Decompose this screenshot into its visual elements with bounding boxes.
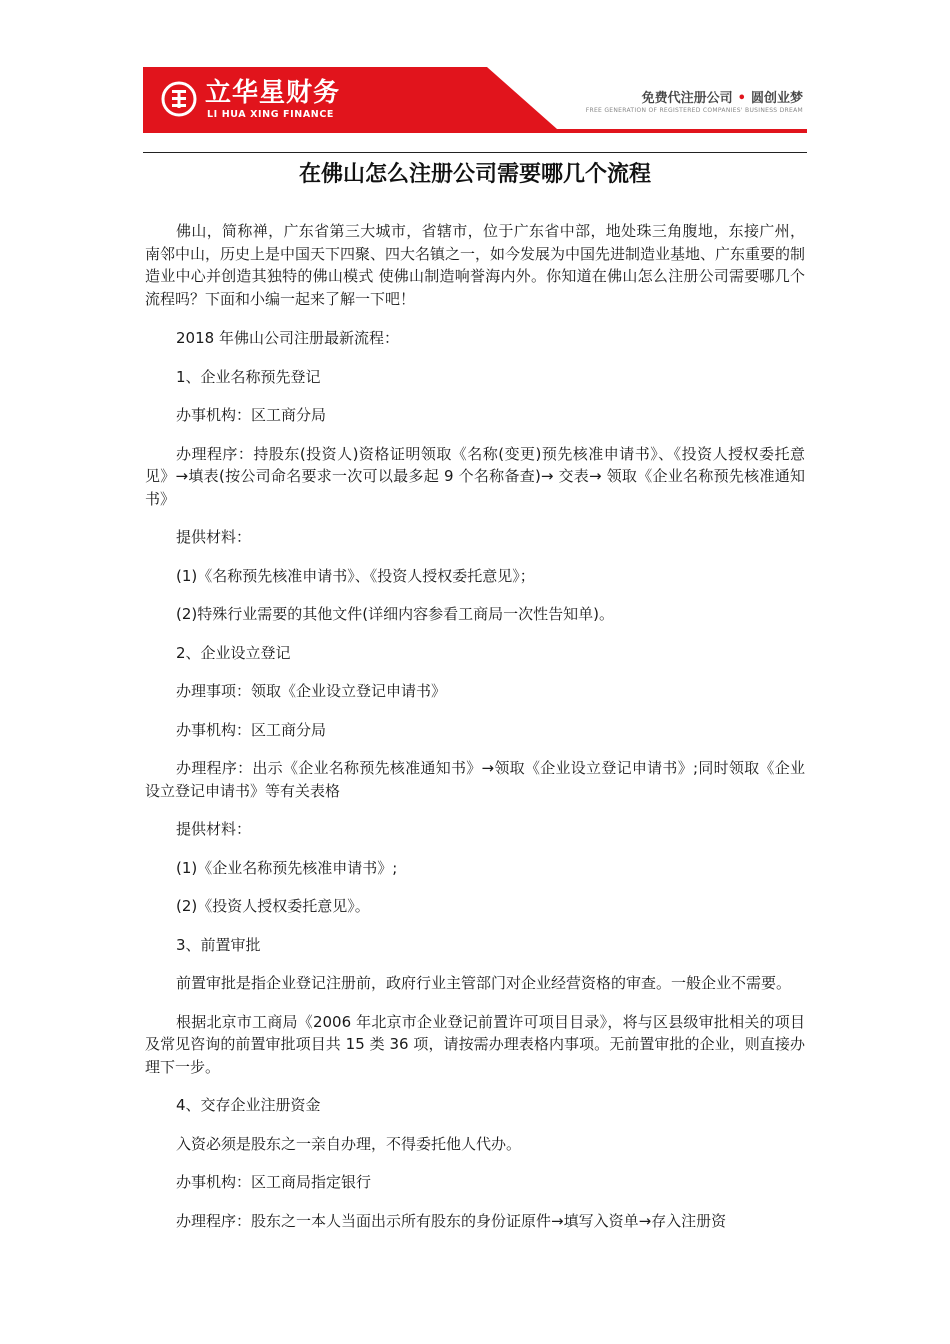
brand-name-en: LI HUA XING FINANCE [207,109,334,120]
body-paragraph: 前置审批是指企业登记注册前，政府行业主管部门对企业经营资格的审查。一般企业不需要。 [176,974,792,992]
body-paragraph: 3、前置审批 [176,935,261,954]
body-paragraph: 2018 年佛山公司注册最新流程： [176,329,399,347]
company-logo-icon [161,81,197,117]
body-paragraph: (2)特殊行业需要的其他文件(详细内容参看工商局一次性告知单)。 [176,605,614,623]
body-paragraph: 办理事项：领取《企业设立登记申请书》 [176,682,447,700]
body-paragraph: 佛山，简称禅，广东省第三大城市，省辖市，位于广东省中部，地处珠三角腹地，东接广州，南邻中山，历史上是中国天下四聚、四大名镇之一，如今发展为中国先进制造业基地、广东重要的制造业中心并创造其独特的佛山模式 使佛山制造响誉海内外。你知道在佛山怎么注册公司需要哪几个流程吗？下面和小编一起来了解一下吧！ [145,222,806,308]
body-paragraph: 提供材料： [176,820,252,838]
page-header [143,67,807,133]
brand-banner-slant [411,67,557,133]
body-paragraph: 办事机构：区工商分局 [176,720,327,739]
body-paragraph: 办事机构：区工商局指定银行 [176,1173,372,1191]
header-slogan-en: FREE GENERATION OF REGISTERED COMPANIES' BUSINESS DREAM [585,107,803,114]
body-paragraph: 4、交存企业注册资金 [176,1096,321,1114]
body-paragraph: 办理程序：持股东(投资人)资格证明领取《名称(变更)预先核准申请书》、《投资人授权委托意见》→填表(按公司命名要求一次可以最多起 9 个名称备查)→ 交表→ 领取《企业名称预先核准通知书》 [145,444,805,508]
body-paragraph: 1、企业名称预先登记 [176,367,321,386]
body-paragraph: (1)《名称预先核准申请书》、《投资人授权委托意见》； [176,566,535,585]
brand-name: 立华星财务 [205,78,341,108]
body-paragraph: 提供材料： [176,528,252,546]
slogan-left: 免费代注册公司 [641,91,733,106]
body-paragraph: (1)《企业名称预先核准申请书》; [176,858,398,877]
body-paragraph: 办理程序：股东之一本人当面出示所有股东的身份证原件→填写入资单→存入注册资 [176,1211,727,1230]
slogan-right: 圆创业梦 [750,91,803,106]
header-slogan [642,87,803,106]
body-paragraph: 办理程序：出示《企业名称预先核准通知书》→领取《企业设立登记申请书》;同时领取《企业设立登记申请书》等有关表格 [145,759,805,800]
document-body [145,204,805,1232]
body-paragraph: 根据北京市工商局《2006 年北京市企业登记前置许可项目目录》，将与区县级审批相关的项目及常见咨询的前置审批项目共 15 类 36 项，请按需办理表格内事项。无前置审批的企业，则直接办理下一步。 [145,1012,805,1076]
title-rule [143,152,807,153]
header-underline [143,129,807,133]
body-paragraph: 入资必须是股东之一亲自办理，不得委托他人代办。 [176,1134,522,1153]
body-paragraph: (2)《投资人授权委托意见》。 [176,897,370,915]
body-paragraph: 办事机构：区工商分局 [176,406,327,424]
body-paragraph: 2、企业设立登记 [176,643,291,662]
slogan-dot: • [737,91,746,106]
document-title: 在佛山怎么注册公司需要哪几个流程 [298,162,651,187]
